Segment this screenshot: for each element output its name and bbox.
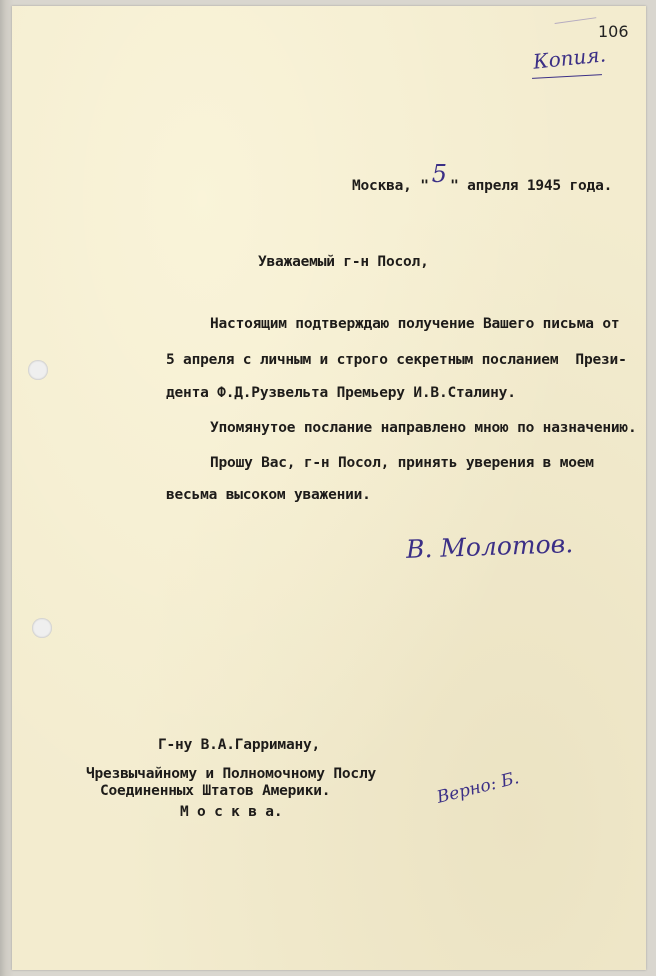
addressee-line-3: Соединенных Штатов Америки.: [100, 783, 331, 799]
body-line-1: Настоящим подтверждаю получение Вашего письма от: [210, 316, 620, 332]
copy-mark: Копия.: [531, 42, 607, 74]
addressee-line-4: М о с к в а.: [180, 804, 283, 820]
body-line-6: весьма высоком уважении.: [166, 487, 371, 503]
punch-hole-bottom: [32, 618, 52, 638]
body-line-4: Упомянутое послание направлено мною по назначению.: [210, 420, 637, 436]
addressee-line-2: Чрезвычайному и Полномочному Послу: [86, 766, 377, 782]
archive-page-number: 106: [598, 22, 629, 41]
punch-hole-top: [28, 360, 48, 380]
salutation: Уважаемый г-н Посол,: [258, 254, 429, 270]
verification-mark: Верно: Б.: [434, 768, 522, 808]
date-line: [352, 160, 613, 196]
date-prefix: Москва, ": [352, 178, 429, 194]
addressee-line-1: Г-ну В.А.Гарриману,: [158, 737, 321, 753]
body-line-5: Прошу Вас, г-н Посол, принять уверения в моем: [210, 455, 594, 471]
signature: В. Молотов.: [405, 529, 574, 564]
date-day: 5: [431, 160, 448, 188]
date-suffix: " апреля 1945 года.: [450, 178, 613, 194]
body-line-3: дента Ф.Д.Рузвельта Премьеру И.В.Сталину.: [166, 385, 516, 401]
body-line-2: 5 апреля с личным и строго секретным посланием Прези-: [166, 352, 627, 368]
